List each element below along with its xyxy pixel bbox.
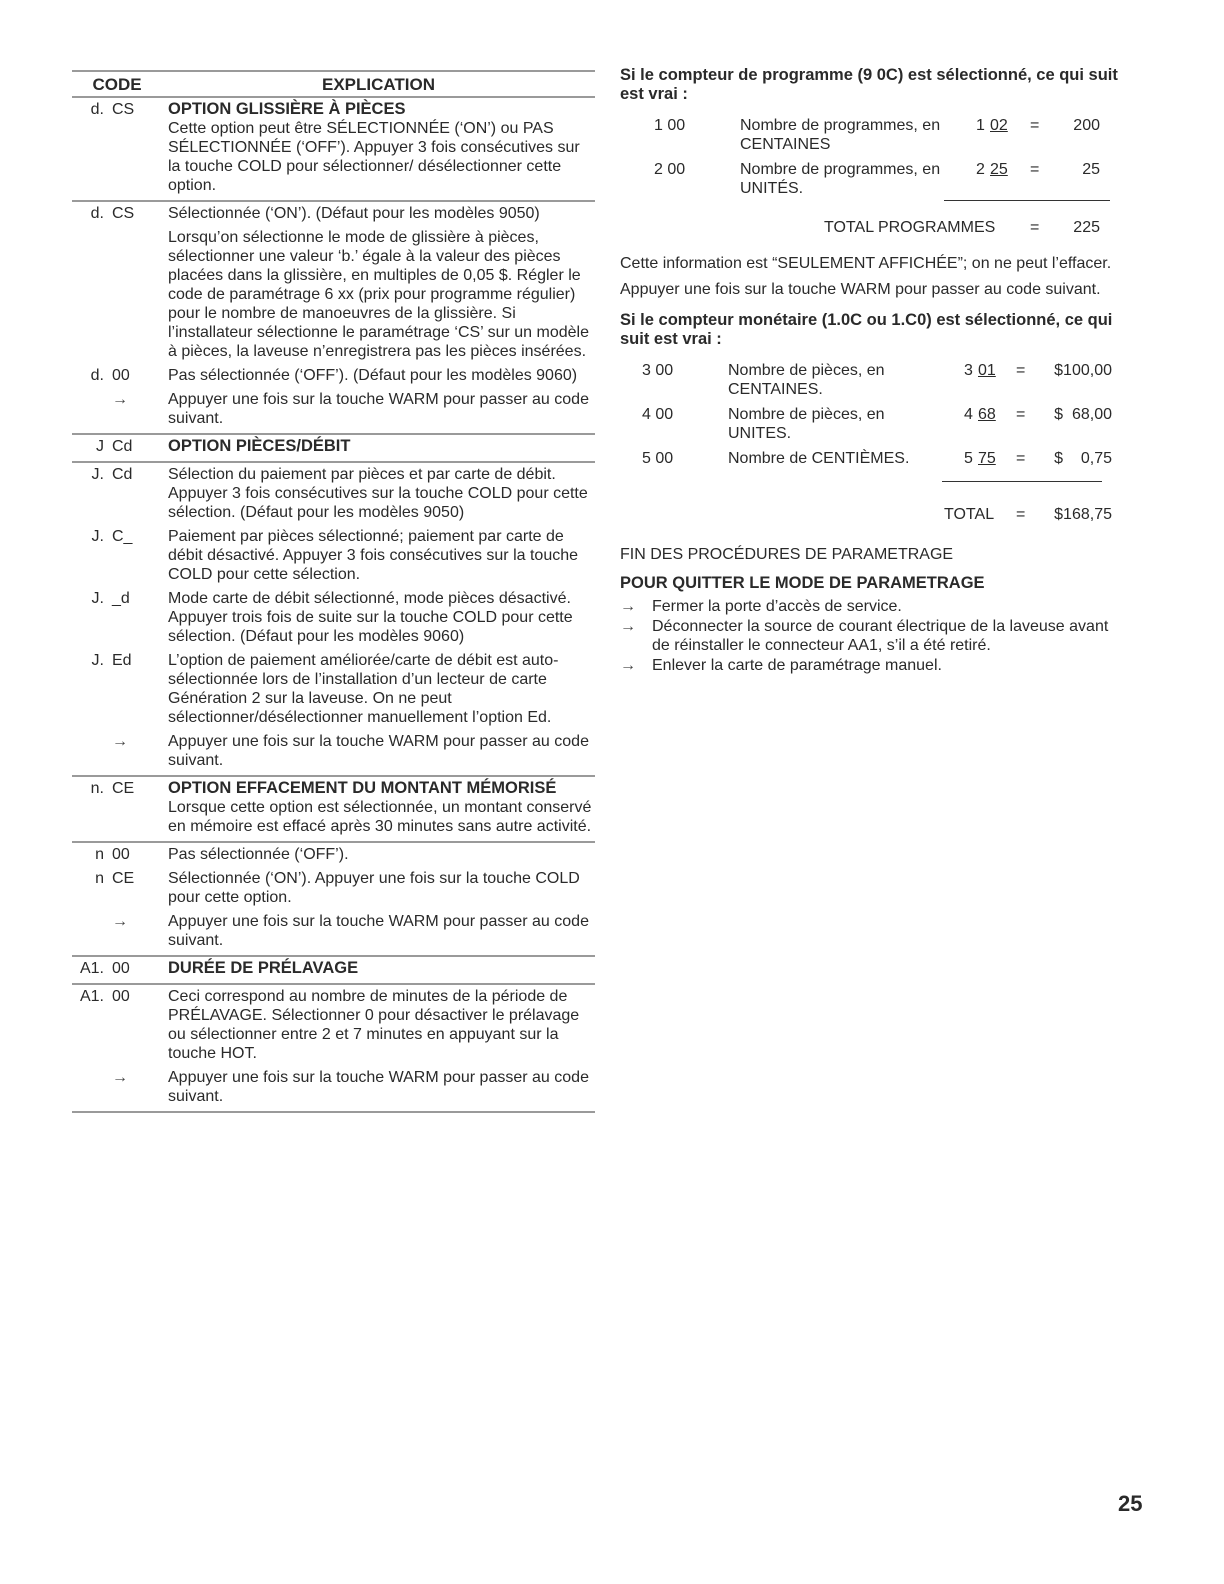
table-row bbox=[72, 987, 595, 1063]
explanation-cell bbox=[168, 204, 595, 223]
code-prefix: J. bbox=[91, 466, 104, 483]
total-equals: = bbox=[1030, 219, 1040, 236]
table-row bbox=[72, 732, 595, 770]
code-cell bbox=[72, 366, 168, 385]
row-equals: = bbox=[1030, 161, 1040, 178]
code-value: 00 bbox=[112, 846, 130, 863]
explanation-text: Sélectionnée (‘ON’). Appuyer une fois sur la touche COLD pour cette option. bbox=[168, 870, 580, 906]
code-value: 00 bbox=[112, 367, 130, 384]
row-digit: 4 bbox=[964, 406, 973, 423]
row-digits: 68 bbox=[978, 406, 996, 423]
row-desc: Nombre de pièces, en UNITES. bbox=[728, 406, 885, 442]
row-equals: = bbox=[1016, 362, 1026, 379]
row-value: 25 bbox=[1082, 161, 1100, 178]
row-digits: 75 bbox=[978, 450, 996, 467]
row-digits: 25 bbox=[990, 161, 1008, 178]
table-row bbox=[72, 1068, 595, 1106]
explanation-text: Appuyer une fois sur la touche WARM pour passer au code suivant. bbox=[168, 733, 589, 769]
code-value: CE bbox=[112, 780, 135, 797]
row-value: $ 0,75 bbox=[1054, 450, 1112, 467]
code-cell bbox=[72, 100, 168, 195]
row-desc: Nombre de CENTIÈMES. bbox=[728, 450, 910, 467]
right-column bbox=[620, 66, 1130, 676]
section-rule bbox=[72, 983, 595, 985]
program-counter-heading: Si le compteur de programme (9 0C) est sélectionné, ce qui suit est vrai : bbox=[620, 66, 1118, 103]
explanation-cell bbox=[168, 651, 595, 727]
code-cell bbox=[72, 869, 168, 907]
explanation-text: Mode carte de débit sélectionné, mode pièces désactivé. Appuyer trois fois de suite sur la touche COLD pour cette sélection. (Défaut pour les modèles 9060) bbox=[168, 590, 573, 645]
section-rule bbox=[72, 200, 595, 202]
section-rule bbox=[72, 775, 595, 777]
table-row bbox=[72, 366, 595, 385]
code-prefix: A1. bbox=[79, 988, 104, 1005]
page-number: 25 bbox=[1118, 1491, 1143, 1516]
row-digit: 3 bbox=[964, 362, 973, 379]
row-digit: 2 bbox=[976, 161, 985, 178]
code-cell bbox=[72, 651, 168, 727]
explanation-text: Paiement par pièces sélectionné; paiement par carte de débit désactivé. Appuyer 3 fois consécutives sur la touche COLD pour cette sélection. bbox=[168, 528, 579, 583]
table-row bbox=[72, 437, 595, 456]
code-value bbox=[112, 228, 168, 361]
code-table bbox=[72, 70, 595, 1113]
option-title: OPTION PIÈCES/DÉBIT bbox=[168, 437, 351, 455]
explanation-cell bbox=[168, 987, 595, 1063]
total-label: TOTAL bbox=[944, 506, 995, 523]
row-equals: = bbox=[1030, 117, 1040, 134]
table-row bbox=[72, 465, 595, 522]
arrow-right-icon: → bbox=[620, 657, 636, 674]
section-rule bbox=[72, 96, 595, 98]
code-prefix: n bbox=[95, 846, 104, 863]
explanation-cell bbox=[168, 589, 595, 646]
row-desc: Nombre de programmes, en CENTAINES bbox=[740, 117, 941, 153]
bullet-text: Fermer la porte d’accès de service. bbox=[652, 598, 902, 615]
explanation-text: Appuyer une fois sur la touche WARM pour passer au code suivant. bbox=[168, 913, 589, 949]
arrow-right-icon: → bbox=[620, 618, 636, 635]
table-row bbox=[624, 405, 1130, 449]
section-rule bbox=[72, 841, 595, 843]
row-equals: = bbox=[1016, 450, 1026, 467]
code-prefix: J bbox=[96, 438, 104, 455]
explanation-text: Sélectionnée (‘ON’). (Défaut pour les modèles 9050) bbox=[168, 205, 540, 222]
row-code: 1 00 bbox=[654, 117, 686, 134]
option-title: OPTION EFFACEMENT DU MONTANT MÉMORISÉ bbox=[168, 779, 557, 797]
explanation-text: Lorsque cette option est sélectionnée, un montant conservé en mémoire est effacé après 30 minutes sans autre activité. bbox=[168, 799, 592, 835]
explanation-cell bbox=[168, 779, 595, 836]
list-item bbox=[620, 617, 1130, 655]
table-row bbox=[72, 204, 595, 223]
row-desc: Nombre de pièces, en CENTAINES. bbox=[728, 362, 885, 398]
row-code: 4 00 bbox=[642, 406, 674, 423]
row-digits: 01 bbox=[978, 362, 996, 379]
code-cell bbox=[72, 437, 168, 456]
explanation-text: L’option de paiement améliorée/carte de débit est auto-sélectionnée lors de l’installation d’un lecteur de carte Génération 2 sur la laveuse. On ne peut sélectionner/désélectionner manuellement l’option Ed. bbox=[168, 652, 559, 726]
arrow-right-icon: → bbox=[112, 733, 128, 750]
table-row bbox=[72, 845, 595, 864]
total-equals: = bbox=[1016, 506, 1026, 523]
row-code: 3 00 bbox=[642, 362, 674, 379]
code-cell bbox=[72, 959, 168, 978]
code-prefix: J. bbox=[91, 652, 104, 669]
section-rule bbox=[72, 461, 595, 463]
table-row bbox=[72, 527, 595, 584]
code-cell bbox=[72, 527, 168, 584]
list-item bbox=[620, 597, 1130, 616]
code-prefix: J. bbox=[91, 590, 104, 607]
row-value: 200 bbox=[1073, 117, 1100, 134]
row-value: $ 68,00 bbox=[1054, 406, 1112, 423]
arrow-right-icon: → bbox=[112, 391, 128, 408]
code-cell bbox=[72, 228, 168, 361]
table-row bbox=[624, 160, 1130, 204]
table-row bbox=[624, 116, 1130, 160]
section-rule bbox=[72, 955, 595, 957]
code-value: 00 bbox=[112, 988, 130, 1005]
explanation-text: Pas sélectionnée (‘OFF’). bbox=[168, 846, 349, 863]
bullet-text: Déconnecter la source de courant électrique de la laveuse avant de réinstaller le connecteur AA1, s’il a été retiré. bbox=[652, 618, 1109, 654]
code-prefix: A1. bbox=[79, 960, 104, 977]
code-value: CS bbox=[112, 205, 135, 222]
explanation-cell bbox=[168, 527, 595, 584]
option-title: OPTION GLISSIÈRE À PIÈCES bbox=[168, 100, 406, 118]
code-prefix: d. bbox=[90, 367, 104, 384]
code-prefix: d. bbox=[90, 205, 104, 222]
code-value: Cd bbox=[112, 466, 133, 483]
money-counter-table bbox=[624, 361, 1130, 537]
explanation-cell bbox=[168, 465, 595, 522]
row-equals: = bbox=[1016, 406, 1026, 423]
table-row bbox=[72, 651, 595, 727]
table-row bbox=[624, 449, 1130, 471]
total-rule bbox=[942, 481, 1102, 482]
code-value: Ed bbox=[112, 652, 132, 669]
explanation-cell bbox=[168, 959, 595, 978]
explanation-text: Appuyer une fois sur la touche WARM pour passer au code suivant. bbox=[168, 391, 589, 427]
money-counter-heading: Si le compteur monétaire (1.0C ou 1.C0) est sélectionné, ce qui suit est vrai : bbox=[620, 311, 1113, 348]
row-code: 2 00 bbox=[654, 161, 686, 178]
table-bottom-rule bbox=[72, 1111, 595, 1113]
explanation-cell bbox=[168, 732, 595, 770]
table-row bbox=[72, 779, 595, 836]
table-header bbox=[72, 72, 595, 96]
code-prefix: J. bbox=[91, 528, 104, 545]
explanation-cell bbox=[168, 390, 595, 428]
row-code: 5 00 bbox=[642, 450, 674, 467]
code-value: Cd bbox=[112, 438, 133, 455]
program-counter-table bbox=[624, 116, 1130, 248]
quit-heading: POUR QUITTER LE MODE DE PARAMETRAGE bbox=[620, 574, 985, 592]
explanation-cell bbox=[168, 228, 595, 361]
row-digit: 5 bbox=[964, 450, 973, 467]
explanation-cell bbox=[168, 366, 595, 385]
row-digits: 02 bbox=[990, 117, 1008, 134]
code-prefix: d. bbox=[90, 101, 104, 118]
list-item bbox=[620, 656, 1130, 675]
arrow-right-icon: → bbox=[112, 913, 128, 930]
row-digit: 1 bbox=[976, 117, 985, 134]
explanation-cell bbox=[168, 437, 595, 456]
code-value: 00 bbox=[112, 960, 130, 977]
table-row bbox=[72, 589, 595, 646]
explanation-text: Pas sélectionnée (‘OFF’). (Défaut pour les modèles 9060) bbox=[168, 367, 578, 384]
table-row bbox=[72, 100, 595, 195]
row-desc: Nombre de programmes, en UNITÉS. bbox=[740, 161, 941, 197]
bullet-text: Enlever la carte de paramétrage manuel. bbox=[652, 657, 942, 674]
explanation-cell bbox=[168, 845, 595, 864]
arrow-right-icon: → bbox=[112, 1069, 128, 1086]
explanation-text: Sélection du paiement par pièces et par carte de débit. Appuyer 3 fois consécutives sur la touche COLD pour cette sélection. (Défaut pour les modèles 9050) bbox=[168, 466, 588, 521]
explanation-text: Ceci correspond au nombre de minutes de la période de PRÉLAVAGE. Sélectionner 0 pour désactiver le prélavage ou sélectionner entre 2 et 7 minutes en appuyant sur la touche HOT. bbox=[168, 988, 580, 1062]
code-value: C_ bbox=[112, 528, 133, 545]
total-row bbox=[624, 505, 1130, 529]
code-cell bbox=[72, 465, 168, 522]
explanation-text: Appuyer une fois sur la touche WARM pour passer au code suivant. bbox=[168, 1069, 589, 1105]
table-row bbox=[72, 912, 595, 950]
header-explanation: EXPLICATION bbox=[321, 75, 436, 94]
code-cell bbox=[72, 987, 168, 1063]
table-row bbox=[72, 390, 595, 428]
info-paragraph: Cette information est “SEULEMENT AFFICHÉE”; on ne peut l’effacer. bbox=[620, 255, 1112, 272]
table-row bbox=[72, 228, 595, 361]
code-prefix bbox=[72, 228, 112, 361]
code-value: CS bbox=[112, 101, 135, 118]
total-value: 225 bbox=[1073, 219, 1100, 236]
code-cell bbox=[72, 589, 168, 646]
code-prefix: n bbox=[95, 870, 104, 887]
header-code: CODE bbox=[92, 75, 142, 94]
table-row bbox=[72, 959, 595, 978]
explanation-text: Cette option peut être SÉLECTIONNÉE (‘ON’) ou PAS SÉLECTIONNÉE (‘OFF’). Appuyer 3 fois consécutives sur la touche COLD pour sélectionner/ désélectionner cette option. bbox=[168, 120, 580, 194]
row-value: $100,00 bbox=[1054, 362, 1112, 379]
code-value: CE bbox=[112, 870, 135, 887]
code-prefix: n. bbox=[90, 780, 104, 797]
table-row bbox=[624, 361, 1130, 405]
explanation-cell bbox=[168, 869, 595, 907]
option-title: DURÉE DE PRÉLAVAGE bbox=[168, 959, 359, 977]
end-text: FIN DES PROCÉDURES DE PARAMETRAGE bbox=[620, 546, 954, 563]
total-label: TOTAL PROGRAMMES bbox=[824, 219, 996, 236]
arrow-right-icon: → bbox=[620, 598, 636, 615]
table-body bbox=[72, 96, 595, 1113]
explanation-cell bbox=[168, 1068, 595, 1106]
quit-bullets bbox=[620, 597, 1130, 675]
explanation-text: Lorsqu’on sélectionne le mode de glissière à pièces, sélectionner une valeur ‘b.’ égale à la valeur des pièces placées dans la glissière, en multiples de 0,05 $. Régler le code de paramétrage 6 xx (prix pour programme régulier) pour le nombre de manoeuvres de la glissière. Si l’installateur sélectionne le paramétrage ‘CS’ sur un modèle à pièces, la laveuse n’enregistrera pas les pièces insérées. bbox=[168, 229, 589, 360]
table-row bbox=[72, 869, 595, 907]
total-row bbox=[624, 218, 1130, 242]
explanation-cell bbox=[168, 100, 595, 195]
warm-paragraph: Appuyer une fois sur la touche WARM pour passer au code suivant. bbox=[620, 281, 1101, 298]
code-cell bbox=[72, 845, 168, 864]
section-rule bbox=[72, 433, 595, 435]
total-rule bbox=[944, 200, 1110, 201]
code-cell bbox=[72, 204, 168, 223]
explanation-cell bbox=[168, 912, 595, 950]
total-value: $168,75 bbox=[1054, 506, 1112, 523]
code-cell bbox=[72, 779, 168, 836]
code-value: _d bbox=[112, 590, 130, 607]
